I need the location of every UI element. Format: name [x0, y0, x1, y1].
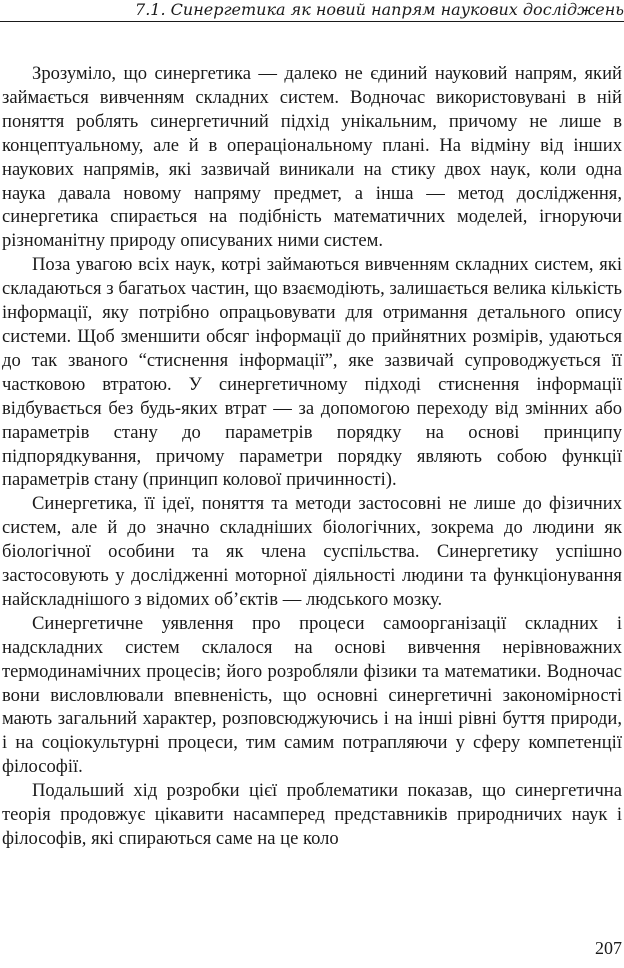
paragraph-2: Поза увагою всіх наук, котрі займаються вивченням складних систем, які складаються з багатьох частин, що взаємодіють, залишається велика кількість інформації, яку потрібно опрацьовувати для отримання детального опису системи. Щоб зменшити обсяг інформації до прийнятних розмірів, удаються до так званого “стиснення інформації”, яке зазвичай супроводжується її частковою втратою. У синергетичному підході стиснення інформації відбувається без будь-яких втрат — за допомогою переходу від змінних або параметрів стану до параметрів порядку на основі принципу підпорядкування, причому параметри порядку являють собою функції параметрів стану (принцип колової причинності). — [2, 254, 622, 491]
body-text — [2, 62, 622, 851]
header-rule — [0, 21, 624, 22]
paragraph-3: Синергетика, її ідеї, поняття та методи застосовні не лише до фізичних систем, але й до значно складніших біологічних, зокрема до людини як біологічної особини та як члена суспільства. Синергетику успішно застосовують у дослідженні моторної діяльності людини та функціонування найскладнішого з відомих об’єктів — людського мозку. — [2, 493, 622, 610]
paragraph-4: Синергетичне уявлення про процеси самоорганізації складних і надскладних систем склалося на основі вивчення нерівноважних термодинамічних процесів; його розробляли фізики та математики. Водночас вони висловлювали впевненість, що основні синергетичні закономірності мають загальний характер, розповсюджуючись і на інші рівні буття природи, і на соціокультурні процеси, тим самим потрапляючи у сферу компетенції філософії. — [2, 612, 622, 778]
paragraph-1: Зрозуміло, що синергетика — далеко не єдиний науковий напрям, який займається вивченням складних систем. Водночас використовувані в ній поняття роблять синергетичний підхід унікальним, причому не лише в концептуальному, але й в операціональному плані. На відміну від інших наукових напрямів, які зазвичай виникали на стику двох наук, коли одна наука давала новому напряму предмет, а інша — метод дослідження, синергетика спирається на подібність математичних моделей, ігноруючи різноманітну природу описуваних ними систем. — [2, 63, 622, 252]
running-head-title: 7.1. Синергетика як новий напрям наукових досліджень — [135, 0, 624, 19]
paragraph-5: Подальший хід розробки цієї проблематики показав, що синергетична теорія продовжує цікавити насамперед представників природничих наук і філософів, які спираються саме на це коло — [2, 780, 622, 849]
page-number: 207 — [595, 938, 622, 958]
